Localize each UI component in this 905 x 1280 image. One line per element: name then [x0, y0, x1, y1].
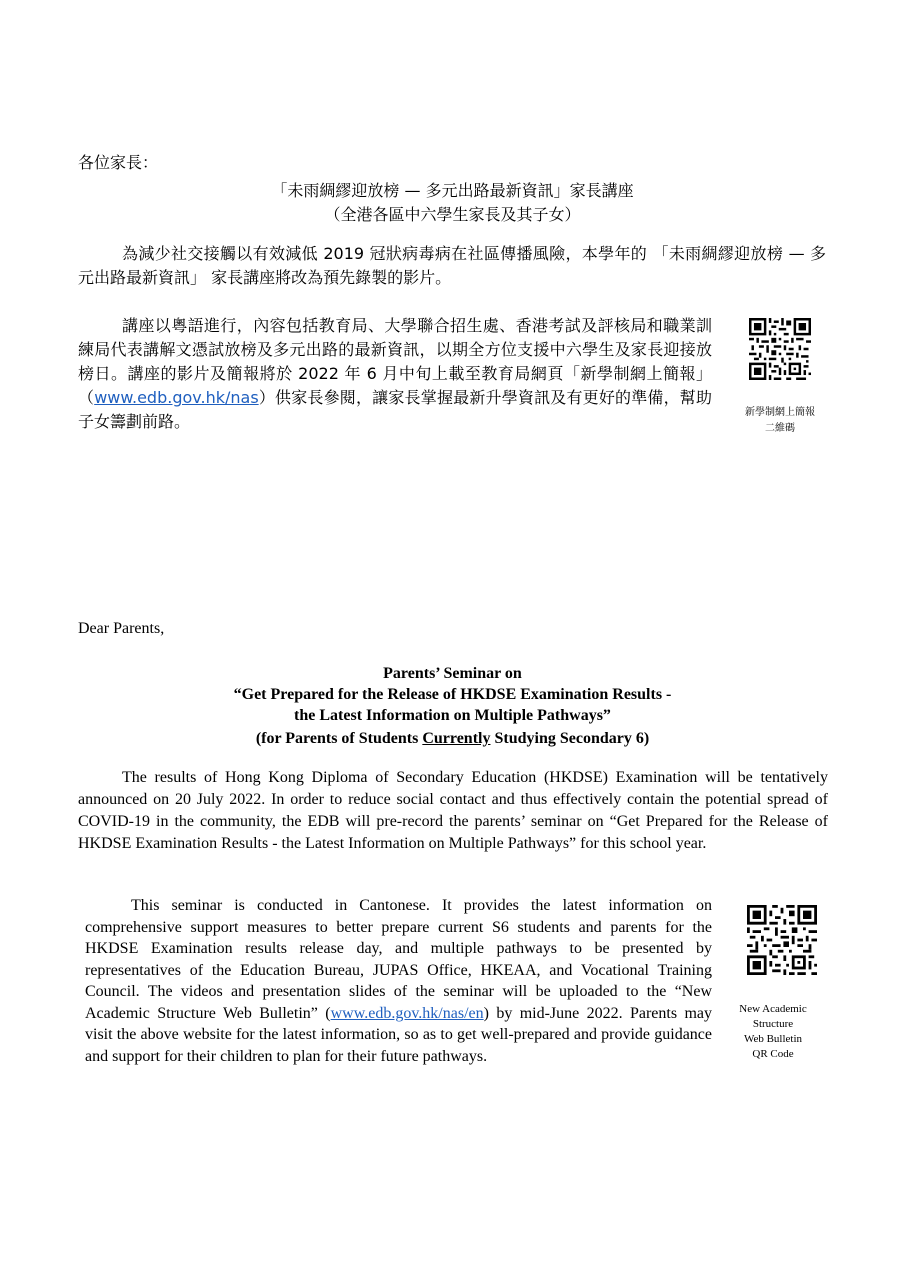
en-qr-code	[747, 905, 817, 975]
zh-qr-caption	[725, 405, 835, 437]
en-paragraph-1: The results of Hong Kong Diploma of Secondary Education (HKDSE) Examination will be tentatively announced on 20 July 2022. In order to reduce social contact and thus effectively contain the potential spread of COVID-19 in the community, the EDB will pre-record the parents’ seminar on “Get Prepared for the Release of HKDSE Examination Results - the Latest Information on Multiple Pathways” for this school year.	[78, 769, 828, 852]
en-nas-link[interactable]: www.edb.gov.hk/nas/en	[330, 1004, 484, 1022]
zh-title: 「未雨綢繆迎放榜 — 多元出路最新資訊」家長講座	[271, 181, 634, 200]
en-title-line-4-a: (for Parents of Students	[255, 730, 423, 747]
en-qr-caption	[718, 1002, 828, 1062]
en-title-line-2: “Get Prepared for the Release of HKDSE Examination Results -	[233, 686, 672, 703]
en-paragraph-2	[85, 895, 712, 1067]
en-title-underlined-word: Currently	[422, 730, 491, 747]
en-qr-caption-line-2: Structure	[752, 1018, 794, 1030]
en-title-block	[0, 663, 905, 749]
zh-qr-code	[749, 318, 811, 380]
en-title-line-4	[0, 728, 905, 749]
en-title-line-4-b: Studying Secondary 6)	[490, 730, 650, 747]
en-qr-caption-line-1: New Academic	[739, 1003, 807, 1015]
en-paragraph-2-text-a: This seminar is conducted in Cantonese. It provides the latest information on comprehensive support measures to better prepare current S6 students and parents for the HKDSE Examination results release day, and multiple pathways to be presented by representatives of the Education Bureau, JUPAS Office, HKEAA, and Vocational Training Council. The videos and presentation slides of the seminar will be uploaded to the “New Academic Structure Web Bulletin” (	[85, 897, 712, 1022]
zh-qr-caption-line-2: 二維碼	[765, 423, 795, 434]
zh-qr-caption-line-1: 新學制網上簡報	[745, 407, 815, 418]
en-paragraph-2-text-b: ) by mid-June 2022. Parents may visit the above website for the latest information, so as to get well-prepared and provide guidance and support for their children to plan for their future pathways.	[85, 1004, 712, 1065]
en-title-line-1: Parents’ Seminar on	[383, 665, 522, 682]
en-qr-caption-line-4: QR Code	[752, 1048, 794, 1060]
en-title-line-3: the Latest Information on Multiple Pathways”	[294, 707, 611, 724]
en-salutation: Dear Parents,	[78, 620, 165, 637]
zh-nas-link[interactable]: www.edb.gov.hk/nas	[94, 388, 259, 407]
zh-paragraph-2-text-a: 講座以粵語進行，內容包括教育局、大學聯合招生處、香港考試及評核局和職業訓練局代表講解文憑試放榜及多元出路的最新資訊，以期全方位支援中六學生及家長迎接放榜日。講座的影片及簡報將於 2022 年 6 月中旬上載至教育局網頁「新學制網上簡報」（	[78, 316, 712, 407]
zh-paragraph-2-text-b: ）供家長參閱，讓家長掌握最新升學資訊及有更好的準備，幫助子女籌劃前路。	[78, 388, 712, 431]
en-qr-caption-line-3: Web Bulletin	[743, 1033, 803, 1045]
zh-paragraph-2	[78, 314, 712, 434]
zh-subtitle: （全港各區中六學生家長及其子女）	[324, 205, 581, 224]
zh-paragraph-1: 為減少社交接觸以有效減低 2019 冠狀病毒病在社區傳播風險，本學年的 「未雨綢繆迎放榜 — 多元出路最新資訊」 家長講座將改為預先錄製的影片。	[78, 244, 826, 287]
zh-salutation: 各位家長：	[78, 153, 159, 172]
